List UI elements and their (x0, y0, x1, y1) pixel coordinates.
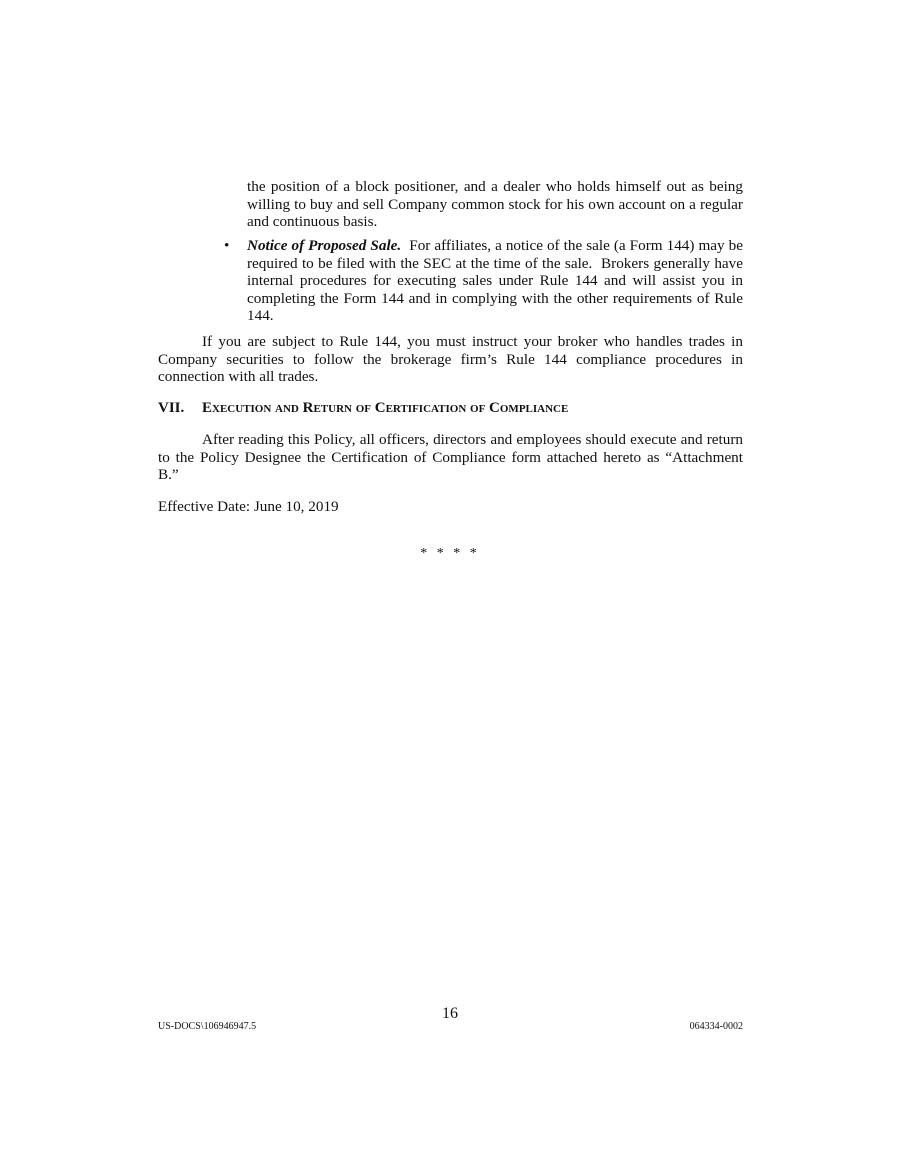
footer-doc-id: US-DOCS\106946947.5 (158, 1021, 257, 1032)
section-title: Execution and Return of Certification of Compliance (202, 400, 569, 416)
bullet-body: For affiliates, a notice of the sale (a Form 144) may be required to be filed with the SEC at the time of the sale. Brokers generally have internal procedures for executing sales under Rule 144 and will assist you in completing the Form 144 and in complying with the other requirements of Rule 144. (247, 237, 747, 325)
execution-paragraph: After reading this Policy, all officers, directors and employees should execute and return to the Policy Designee the Certification of Compliance form attached hereto as “Attachment B.” (158, 431, 743, 484)
effective-date: Effective Date: June 10, 2019 (158, 498, 339, 515)
section-separator: * * * * (420, 546, 480, 561)
footer-matter-number: 064334-0002 (689, 1021, 743, 1032)
continuation-paragraph: the position of a block positioner, and a dealer who holds himself out as being willing to buy and sell Company common stock for his own account on a regular and continuous basis. (247, 178, 743, 231)
bullet-title: Notice of Proposed Sale. (247, 237, 402, 254)
bullet-icon: • (224, 237, 230, 254)
bullet-text (247, 237, 747, 325)
page-number: 16 (442, 1005, 458, 1022)
section-number: VII. (158, 400, 185, 416)
rule144-paragraph: If you are subject to Rule 144, you must instruct your broker who handles trades in Company securities to follow the brokerage firm’s Rule 144 compliance procedures in connection with all trades. (158, 333, 743, 386)
